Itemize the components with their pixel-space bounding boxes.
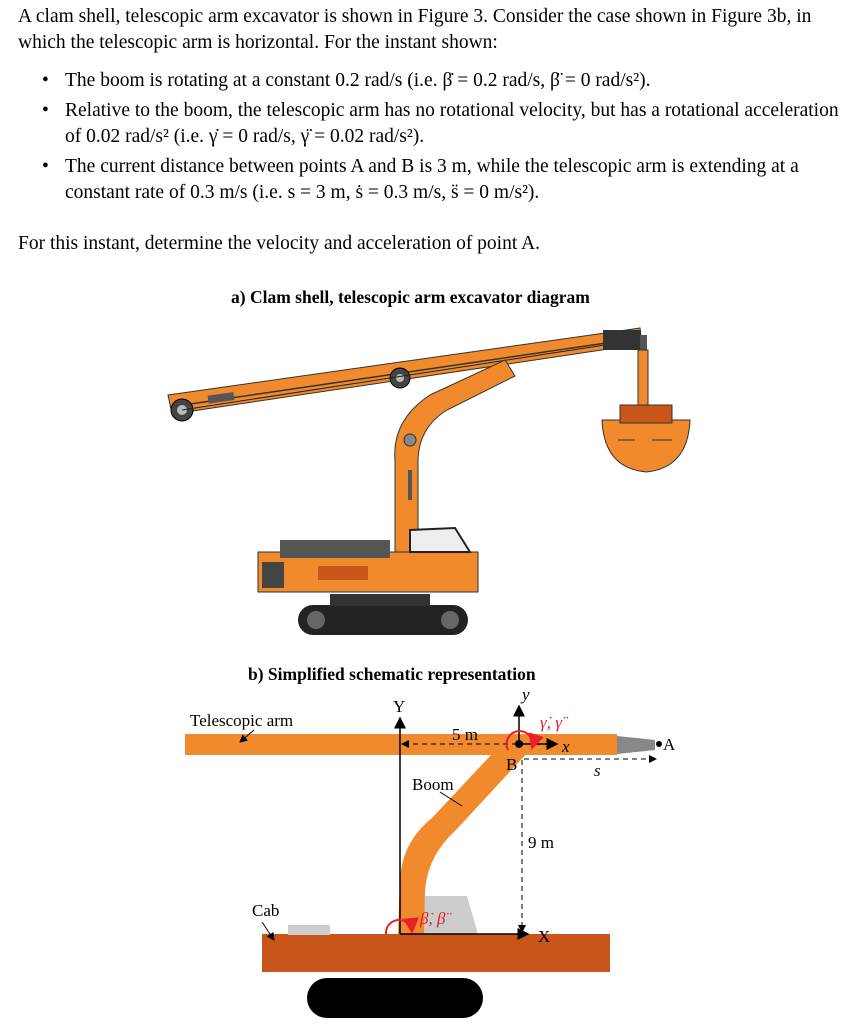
dim-9m-label: 9 m: [528, 833, 554, 852]
gamma-rates-label: γ̇, γ̈: [540, 713, 562, 732]
figure-a-caption: a) Clam shell, telescopic arm excavator diagram: [231, 287, 590, 307]
point-a-label: A: [663, 735, 676, 754]
cab-grey-block: [288, 925, 330, 935]
telescopic-arm-extension: [617, 736, 655, 754]
dim-5m-label: 5 m: [452, 725, 478, 744]
list-item: • The boom is rotating at a constant 0.2 rad/s (i.e. β̇ = 0.2 rad/s, β̈ = 0 rad/s²).: [42, 70, 651, 91]
dim-s-label: s: [594, 761, 601, 780]
y-global-label: Y: [393, 697, 406, 716]
cab-body-shape: [262, 934, 610, 972]
x-global-label: X: [538, 927, 551, 946]
point-b-label: B: [506, 755, 518, 774]
telescopic-arm-label: Telescopic arm: [190, 711, 294, 730]
list-item: • The current distance between points A and B is 3 m, while the telescopic arm is extending at a constant rate of 0.3 m/s (i.e. s = 3 m, ṡ = 0.3 m/s, s̈ = 0 m/s²).: [42, 156, 799, 203]
cab-label: Cab: [252, 901, 280, 920]
track-shape: [307, 978, 483, 1018]
bullet-arm-extension: The current distance between points A and B is 3 m, while the telescopic arm is extending at a constant rate of 0.3 m/s (i.e. s = 3 m, ṡ = 0.3 m/s, s̈ = 0 m/s²).: [65, 156, 799, 203]
y-local-label: y: [522, 685, 530, 704]
problem-intro: A clam shell, telescopic arm excavator is shown in Figure 3. Consider the case shown in Figure 3b, in which the telescopic arm is horizontal. For the instant shown:: [18, 6, 812, 53]
x-local-label: x: [562, 737, 570, 756]
boom-label: Boom: [412, 775, 454, 794]
bullet-boom-rotation: The boom is rotating at a constant 0.2 rad/s (i.e. β̇ = 0.2 rad/s, β̈ = 0 rad/s²).: [65, 70, 651, 91]
point-a-marker: [656, 741, 662, 747]
problem-question: For this instant, determine the velocity and acceleration of point A.: [18, 233, 541, 254]
figure-b-caption: b) Simplified schematic representation: [248, 664, 536, 684]
list-item: • Relative to the boom, the telescopic arm has no rotational velocity, but has a rotational acceleration of 0.02 rad/s² (i.e. γ̇ = 0 rad/s, γ̈ = 0.02 rad/s²).: [42, 100, 839, 147]
beta-rates-label: β̇, β̈: [420, 909, 446, 928]
bullet-arm-rotation: Relative to the boom, the telescopic arm has no rotational velocity, but has a rotational acceleration of 0.02 rad/s² (i.e. γ̇ = 0 rad/s, γ̈ = 0.02 rad/s²).: [65, 100, 839, 147]
